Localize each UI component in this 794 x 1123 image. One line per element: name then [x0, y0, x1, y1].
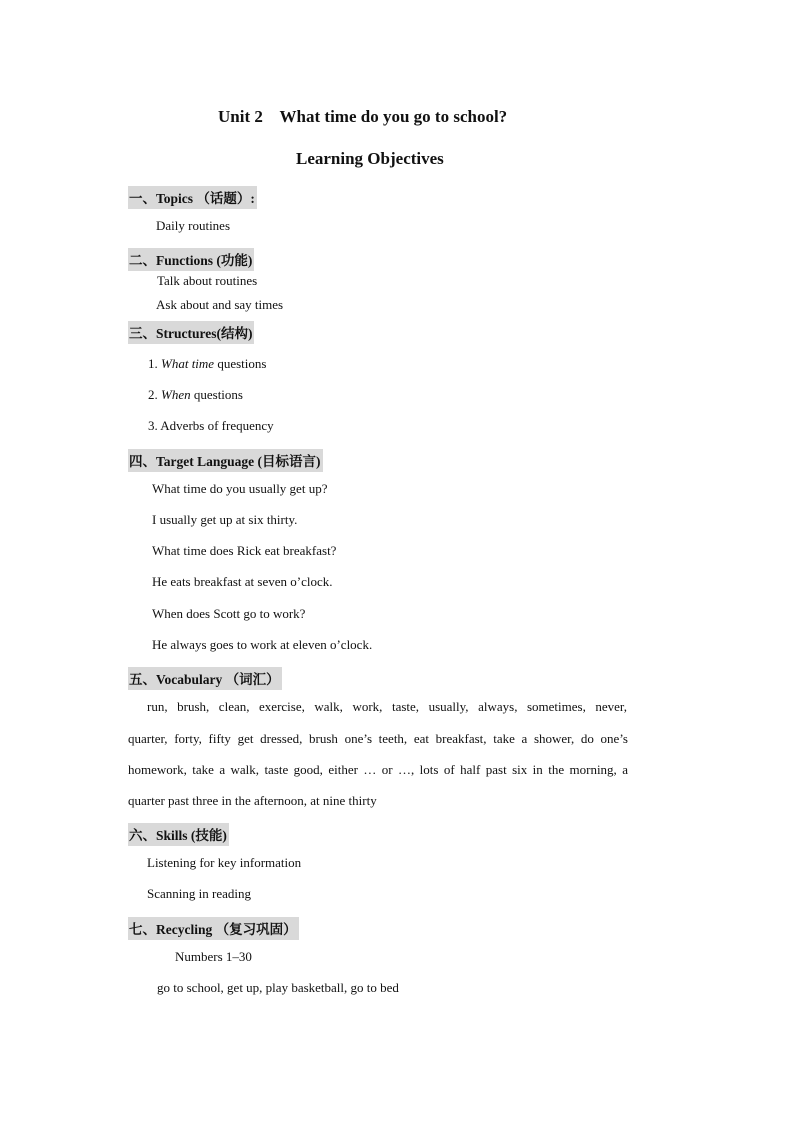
target-language-line: He eats breakfast at seven o’clock.	[152, 574, 333, 589]
vocabulary-line: quarter, forty, fifty get dressed, brush one’s teeth, eat breakfast, take a shower, do one’s	[128, 731, 628, 746]
structure-item-text: questions	[214, 356, 267, 371]
structure-item-number: 2.	[148, 387, 158, 402]
section-heading-recycling: 七、Recycling （复习巩固）	[128, 917, 299, 940]
functions-line: Ask about and say times	[156, 297, 284, 312]
structure-item-text: questions	[190, 387, 243, 402]
vocabulary-line: quarter past three in the afternoon, at nine thirty	[128, 793, 377, 808]
structure-item-italic: What time	[161, 356, 215, 371]
section-heading-topics: 一、Topics （话题）:	[128, 186, 257, 209]
section-heading-vocabulary: 五、Vocabulary （词汇）	[128, 667, 282, 690]
vocabulary-line: run, brush, clean, exercise, walk, work, taste, usually, always, sometimes, never,	[147, 699, 627, 714]
target-language-line: What time does Rick eat breakfast?	[152, 543, 337, 558]
functions-line: Talk about routines	[157, 273, 258, 288]
structure-item-italic: When	[161, 387, 191, 402]
structure-item	[148, 418, 274, 434]
section-heading-structures: 三、Structures(结构)	[128, 321, 254, 344]
target-language-line: I usually get up at six thirty.	[152, 512, 298, 527]
unit-title: Unit 2 What time do you go to school?	[218, 107, 508, 126]
target-language-line: He always goes to work at eleven o’clock.	[152, 637, 373, 652]
recycling-line: Numbers 1–30	[175, 949, 252, 964]
section-heading-functions: 二、Functions (功能)	[128, 248, 254, 271]
structure-item	[148, 356, 266, 372]
vocabulary-line: homework, take a walk, taste good, either … or …, lots of half past six in the morning, a	[128, 762, 628, 777]
recycling-line: go to school, get up, play basketball, go to bed	[157, 980, 399, 995]
structure-item	[148, 387, 243, 403]
skills-line: Scanning in reading	[147, 886, 251, 901]
structure-item-text: Adverbs of frequency	[160, 418, 274, 433]
structure-item-number: 3.	[148, 418, 158, 433]
topics-line: Daily routines	[156, 218, 231, 233]
skills-line: Listening for key information	[147, 855, 302, 870]
target-language-line: What time do you usually get up?	[152, 481, 328, 496]
page-subtitle: Learning Objectives	[296, 149, 444, 168]
structure-item-number: 1.	[148, 356, 158, 371]
target-language-line: When does Scott go to work?	[152, 606, 306, 621]
section-heading-skills: 六、Skills (技能)	[128, 823, 229, 846]
section-heading-target-language: 四、Target Language (目标语言)	[128, 449, 323, 472]
